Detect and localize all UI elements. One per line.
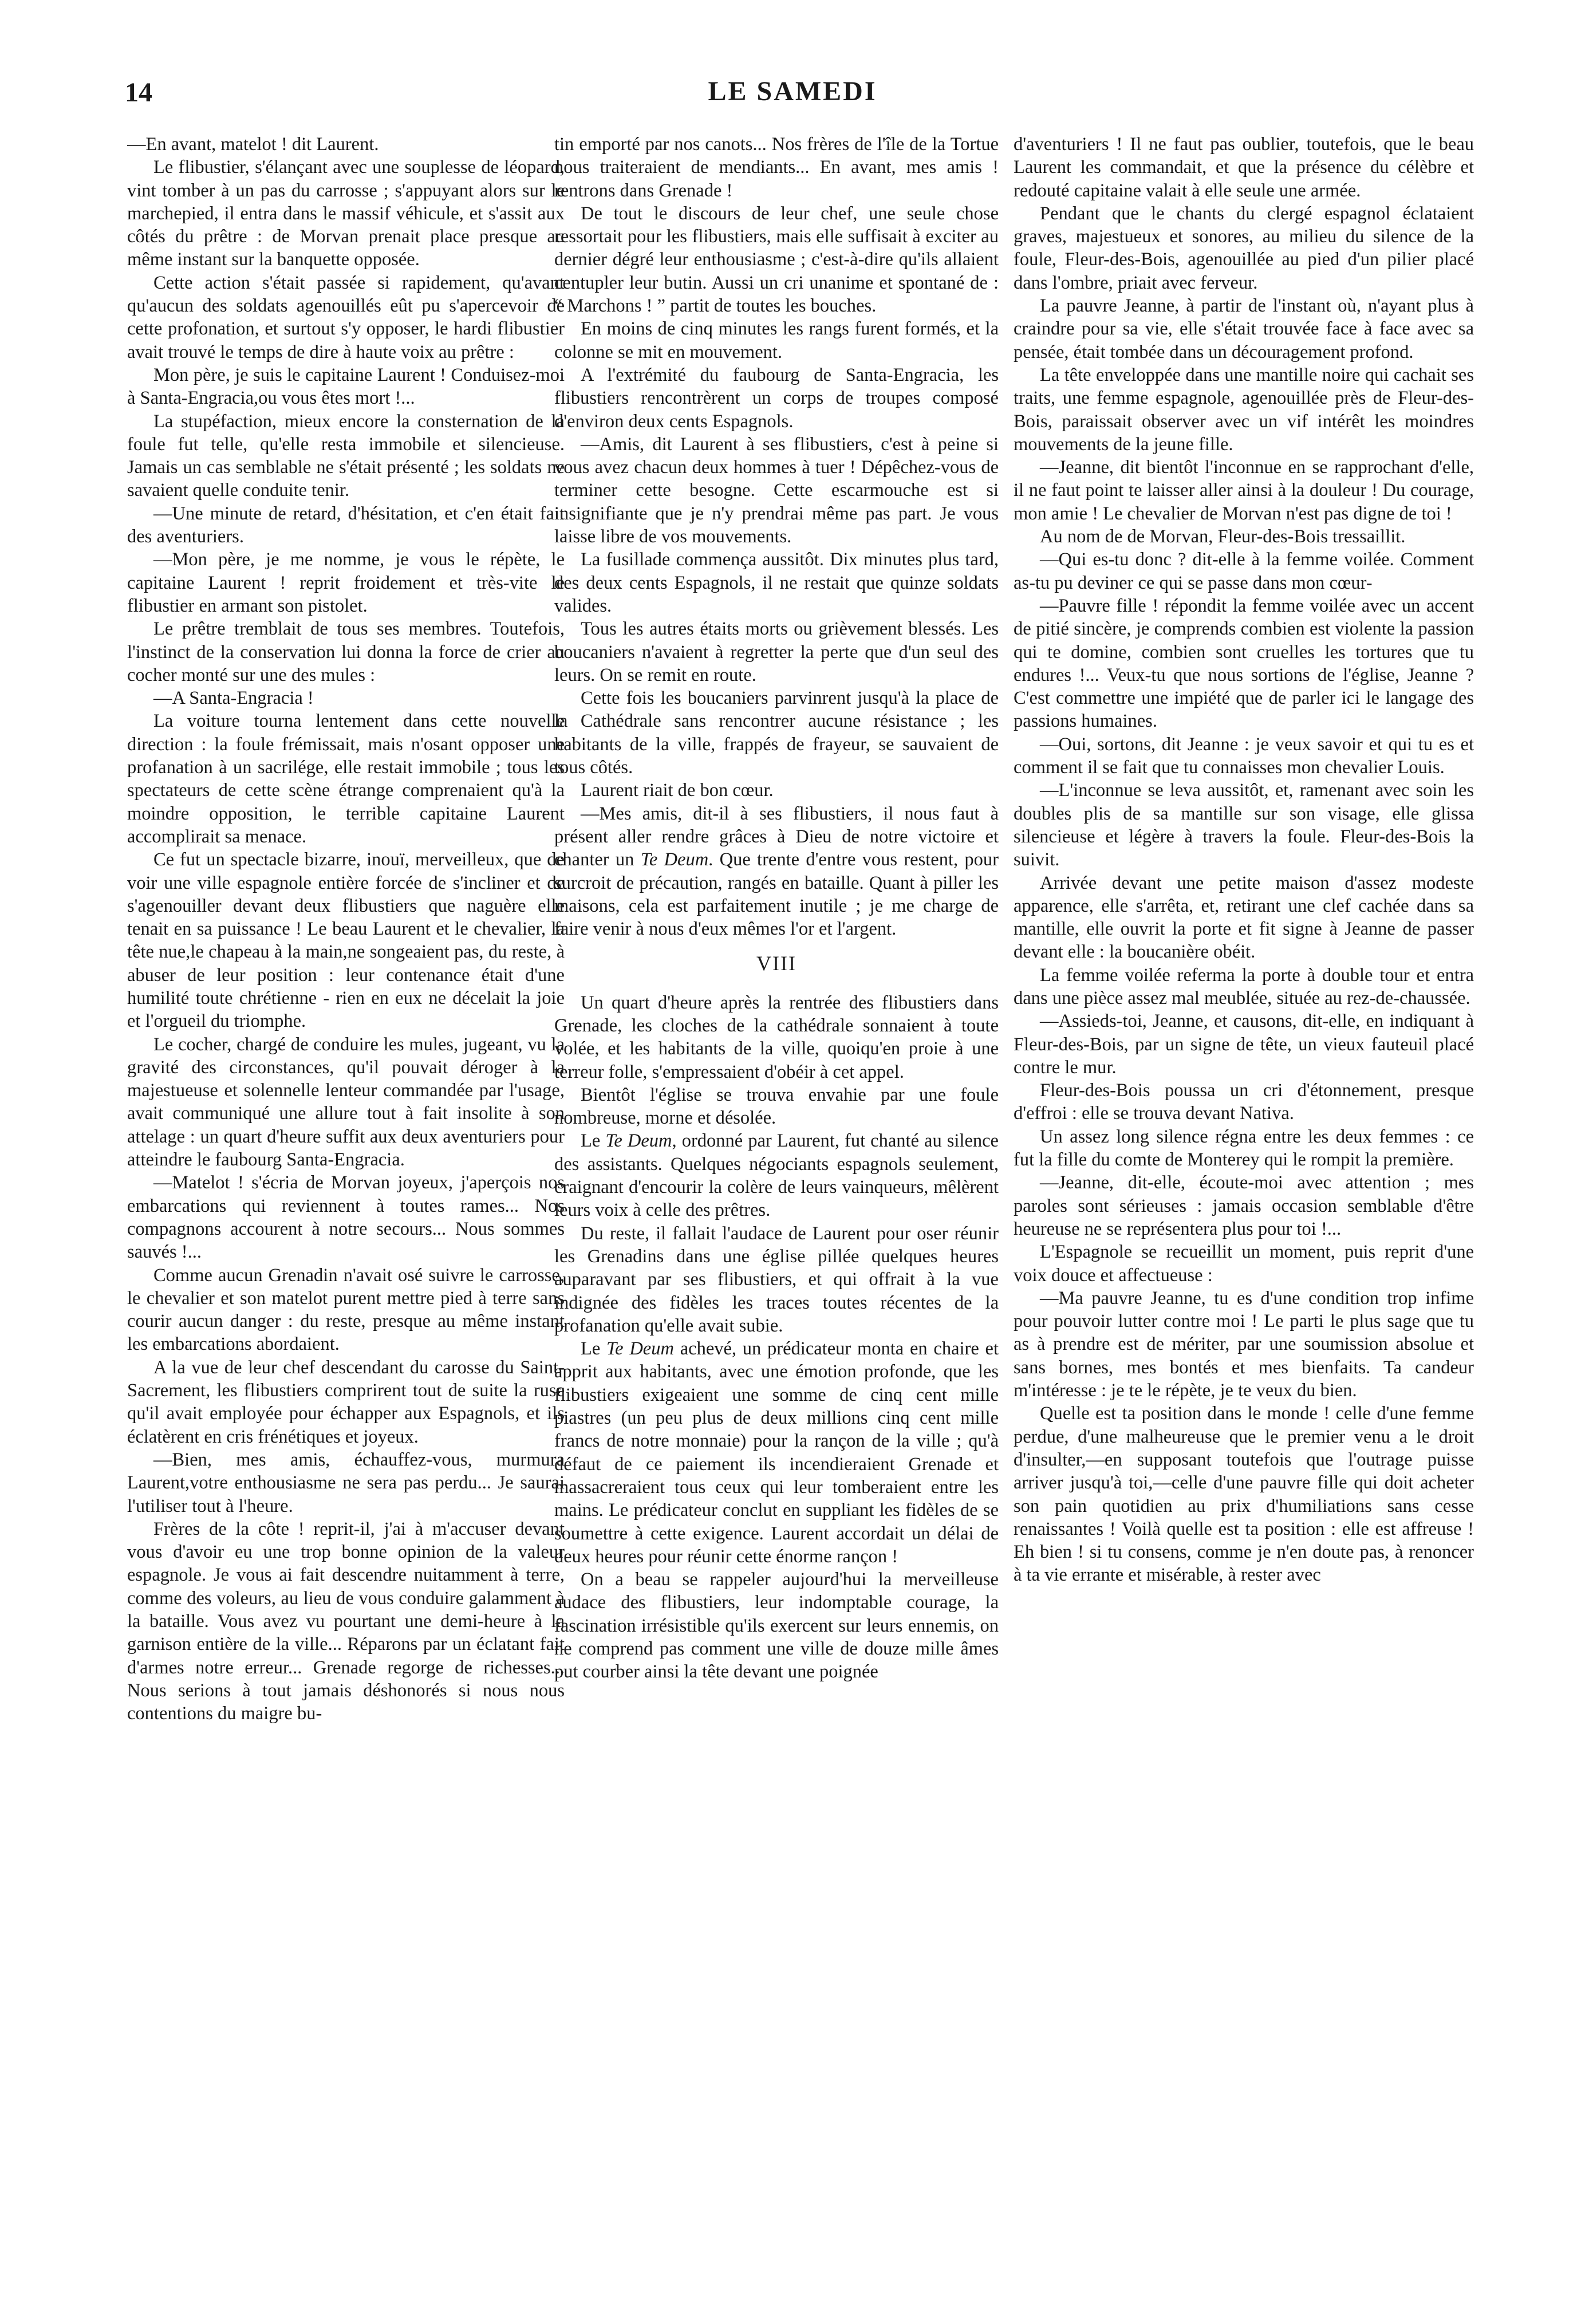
paragraph: —L'inconnue se leva aussitôt, et, ramenant avec soin les doubles plis de sa mantille sur son visage, elle glissa silencieuse et légère à travers la foule. Fleur-des-Bois la suivit.	[1014, 780, 1474, 870]
paragraph: De tout le discours de leur chef, une seule chose ressortait pour les flibustiers, mais elle suffisait à exciter au dernier dégré leur enthousiasme ; c'est-à-dire qu'ils allaient centupler leur butin. Aussi un cri unanime et spontané de : “ Marchons ! ” partit de toutes les bouches.	[554, 203, 999, 317]
paragraph: —A Santa-Engracia !	[153, 688, 314, 709]
paragraph: Le Te Deum achevé, un prédicateur monta en chaire et apprit aux habitants, avec une émotion profonde, que les flibustiers exigeaient une somme de cinq cent mille piastres (un peu plus de deux millions cinq cent mille francs de notre monnaie) pour la rançon de la ville ; qu'à défaut de ce paiement ils incendieraient Grenade et massacreraient tous ceux qui leur tomberaient entre les mains. Le prédicateur conclut en suppliant les fidèles de se soumettre à cette exigence. Laurent accordait un délai de deux heures pour réunir cette énorme rançon !	[554, 1338, 999, 1567]
paragraph: Cette fois les boucaniers parvinrent jusqu'à la place de la Cathédrale sans rencontrer aucune résistance ; les habitants de la ville, frappés de frayeur, se sauvaient de tous côtés.	[554, 688, 999, 778]
paragraph: La tête enveloppée dans une mantille noire qui cachait ses traits, une femme espagnole, agenouillée près de Fleur-des-Bois, paraissait observer avec un vif intérêt les moindres mouvements de la jeune fille.	[1014, 364, 1474, 455]
paragraph: —Oui, sortons, dit Jeanne : je veux savoir et qui tu es et comment il se fait que tu connaisses mon chevalier Louis.	[1014, 734, 1474, 778]
paragraph: Tous les autres étaits morts ou grièvement blessés. Les boucaniers n'avaient à regretter la perte que d'un seul des leurs. On se remit en route.	[554, 619, 999, 686]
paragraph: Pendant que le chants du clergé espagnol éclataient graves, majestueux et sonores, au milieu du silence de la foule, Fleur-des-Bois, agenouillée au pied d'un pilier placé dans l'ombre, priait avec ferveur.	[1014, 203, 1474, 293]
text-column-2	[554, 133, 999, 2313]
paragraph: Du reste, il fallait l'audace de Laurent pour oser réunir les Grenadins dans une église pillée quelques heures auparavant par ses flibustiers, et qui offrait à la vue indignée des fidèles les traces toutes récentes de la profanation qu'elle avait subie.	[554, 1223, 999, 1336]
paragraph: —Assieds-toi, Jeanne, et causons, dit-elle, en indiquant à Fleur-des-Bois, par un signe de tête, un vieux fauteuil placé contre le mur.	[1014, 1011, 1474, 1078]
paragraph: —Qui es-tu donc ? dit-elle à la femme voilée. Comment as-tu pu deviner ce qui se passe dans mon cœur-	[1014, 549, 1474, 593]
paragraph: Un assez long silence régna entre les deux femmes : ce fut la fille du comte de Monterey qui le rompit la première.	[1014, 1126, 1474, 1171]
paragraph: Un quart d'heure après la rentrée des flibustiers dans Grenade, les cloches de la cathédrale sonnaient à toute volée, et les habitants de la ville, quoiqu'en proie à une terreur folle, s'empressaient d'obéir à cet appel.	[554, 992, 999, 1082]
section-heading: VIII	[756, 952, 797, 975]
paragraph: —Jeanne, dit-elle, écoute-moi avec attention ; mes paroles sont sérieuses : jamais occasion semblable d'être heureuse ne se représentera plus pour toi !...	[1014, 1172, 1474, 1239]
paragraph: Comme aucun Grenadin n'avait osé suivre le carrosse, le chevalier et son matelot purent mettre pied à terre sans courir aucun danger : du reste, presque au même instant les embarcations abordaient.	[127, 1265, 565, 1355]
paragraph: —Matelot ! s'écria de Morvan joyeux, j'aperçois nos embarcations qui reviennent à toutes rames... Nos compagnons accourent à notre secours... Nous sommes sauvés !...	[127, 1172, 565, 1263]
paragraph: Bientôt l'église se trouva envahie par une foule nombreuse, morne et désolée.	[554, 1084, 999, 1129]
paragraph: La voiture tourna lentement dans cette nouvelle direction : la foule frémissait, mais n'osant opposer une profanation à un sacrilége, elle restait immobile ; tous les spectateurs de cette scène étrange comprenaient qu'à la moindre opposition, le terrible capitaine Laurent accomplirait sa menace.	[127, 711, 565, 847]
paragraph: —Amis, dit Laurent à ses flibustiers, c'est à peine si vous avez chacun deux hommes à tuer ! Dépêchez-vous de terminer cette besogne. Cette escarmouche est si insignifiante que je n'y prendrai même pas part. Je vous laisse libre de vos mouvements.	[554, 434, 999, 547]
paragraph: L'Espagnole se recueillit un moment, puis reprit d'une voix douce et affectueuse :	[1014, 1242, 1474, 1286]
paragraph: Frères de la côte ! reprit-il, j'ai à m'accuser devant vous d'avoir eu une trop bonne opinion de la valeur espagnole. Je vous ai fait descendre nuitamment à terre, comme des voleurs, au lieu de vous conduire galamment à la bataille. Vous avez vu pourtant une demi-heure à la garnison entière de la ville... Réparons par un éclatant fait d'armes notre erreur... Grenade regorge de richesses... Nous serions à tout jamais déshonorés si nous nous contentions du maigre bu-	[127, 1518, 565, 1724]
paragraph: Arrivée devant une petite maison d'assez modeste apparence, elle s'arrêta, et, retirant une clef cachée dans sa mantille, elle ouvrit la porte et fit signe à Jeanne de passer devant elle : la boucanière obéit.	[1014, 872, 1474, 963]
paragraph: Au nom de de Morvan, Fleur-des-Bois tressaillit.	[1040, 526, 1406, 547]
paragraph: —Ma pauvre Jeanne, tu es d'une condition trop infime pour pouvoir lutter contre moi ! Le parti le plus sage que tu as à prendre est de mériter, par une soumission absolue et sans bornes, mes bontés et mes bienfaits. Ta candeur m'intéresse : je te le répète, je te veux du bien.	[1014, 1287, 1474, 1401]
paragraph: A l'extrémité du faubourg de Santa-Engracia, les flibustiers rencontrèrent un corps de troupes composé d'environ deux cents Espagnols.	[554, 364, 999, 432]
paragraph: Ce fut un spectacle bizarre, inouï, merveilleux, que de voir une ville espagnole entière forcée de s'incliner et de s'agenouiller devant deux flibustiers que naguère elle tenait en sa puissance ! Le beau Laurent et le chevalier, la tête nue,le chapeau à la main,ne songeaient pas, du reste, à abuser de leur position : leur contenance était d'une humilité toute chrétienne - rien en eux ne décelait la joie et l'orgueil du triomphe.	[127, 849, 565, 1032]
paragraph: On a beau se rappeler aujourd'hui la merveilleuse audace des flibustiers, leur indomptable courage, la fascination irrésistible qu'ils exercent sur leurs ennemis, on ne comprend pas comment une ville de douze mille âmes put courber ainsi la tête devant une poignée	[554, 1569, 999, 1683]
paragraph: La fusillade commença aussitôt. Dix minutes plus tard, des deux cents Espagnols, il ne restait que quinze soldats valides.	[554, 549, 999, 616]
paragraph: Le prêtre tremblait de tous ses membres. Toutefois, l'instinct de la conservation lui donna la force de crier au cocher monté sur une des mules :	[127, 619, 565, 686]
paragraph: —Jeanne, dit bientôt l'inconnue en se rapprochant d'elle, il ne faut point te laisser aller ainsi à la douleur ! Du courage, mon amie ! Le chevalier de Morvan n'est pas digne de toi !	[1014, 457, 1474, 524]
paragraph: Quelle est ta position dans le monde ! celle d'une femme perdue, d'une malheureuse que le premier venu a le droit d'insulter,—en supposant toutefois que l'outrage puisse arriver jusqu'à toi,—celle d'une pauvre fille qui doit acheter son pain quotidien au prix d'humiliations sans cesse renaissantes ! Voilà quelle est ta position : elle est affreuse ! Eh bien ! si tu consens, comme je n'en doute pas, à renoncer à ta vie errante et misérable, à rester avec	[1014, 1403, 1474, 1586]
paragraph: Le cocher, chargé de conduire les mules, jugeant, vu la gravité des circonstances, qu'il pouvait déroger à la majestueuse et solennelle lenteur commandée par l'usage, avait communiqué une allure tout à fait insolite à son attelage : un quart d'heure suffit aux deux aventuriers pour atteindre le faubourg Santa-Engracia.	[127, 1034, 565, 1171]
paragraph: tin emporté par nos canots... Nos frères de l'île de la Tortue nous traiteraient de mendiants... En avant, mes amis ! rentrons dans Grenade !	[554, 134, 999, 201]
paragraph: Fleur-des-Bois poussa un cri d'étonnement, presque d'effroi : elle se trouva devant Nativa.	[1014, 1080, 1474, 1124]
paragraph: Le Te Deum, ordonné par Laurent, fut chanté au silence des assistants. Quelques négociants espagnols seulement, craignant d'encourir la colère de leurs vainqueurs, mêlèrent leurs voix à celle des prêtres.	[554, 1131, 999, 1221]
paragraph: Mon père, je suis le capitaine Laurent ! Conduisez-moi à Santa-Engracia,ou vous êtes mort !...	[127, 364, 565, 409]
paragraph: —Mon père, je me nomme, je vous le répète, le capitaine Laurent ! reprit froidement et très-vite le flibustier en armant son pistolet.	[127, 549, 565, 616]
text-column-3	[1014, 133, 1474, 2313]
paragraph: Cette action s'était passée si rapidement, qu'avant qu'aucun des soldats agenouillés eût pu s'apercevoir de cette profonation, et surtout s'y opposer, le hardi flibustier avait trouvé le temps de dire à haute voix au prêtre :	[127, 272, 565, 363]
paragraph: A la vue de leur chef descendant du carosse du Saint-Sacrement, les flibustiers comprirent tout de suite la ruse qu'il avait employée pour échapper aux Espagnols, et ils éclatèrent en cris frénétiques et joyeux.	[127, 1357, 565, 1447]
paragraph: —Pauvre fille ! répondit la femme voilée avec un accent de pitié sincère, je comprends combien est violente la passion qui te domine, combien sont cruelles les tortures que tu endures !... Veux-tu que nous sortions de l'église, Jeanne ? C'est commettre une impiété que de parler ici le langage des passions humaines.	[1014, 595, 1474, 732]
paragraph: —En avant, matelot ! dit Laurent.	[127, 134, 379, 155]
paragraph: La pauvre Jeanne, à partir de l'instant où, n'ayant plus à craindre pour sa vie, elle s'était trouvée face à face avec sa pensée, était tombée dans un découragement profond.	[1014, 296, 1474, 363]
paragraph: —Mes amis, dit-il à ses flibustiers, il nous faut à présent aller rendre grâces à Dieu de notre victoire et chanter un Te Deum. Que trente d'entre vous restent, pour surcroit de précaution, rangés en bataille. Quant à piller les maisons, cela est parfaitement inutile ; je me charge de faire venir à nous d'eux mêmes l'or et l'argent.	[554, 803, 999, 940]
paragraph: En moins de cinq minutes les rangs furent formés, et la colonne se mit en mouvement.	[554, 318, 999, 363]
paragraph: —Une minute de retard, d'hésitation, et c'en était fait des aventuriers.	[127, 503, 565, 547]
text-column-1	[127, 133, 565, 2313]
paragraph: La femme voilée referma la porte à double tour et entra dans une pièce assez mal meublée, située au rez-de-chaussée.	[1014, 964, 1474, 1009]
page-number: 14	[125, 77, 152, 108]
running-title: LE SAMEDI	[708, 76, 877, 107]
paragraph: —Bien, mes amis, échauffez-vous, murmura Laurent,votre enthousiasme ne sera pas perdu... Je saurai l'utiliser tout à l'heure.	[127, 1449, 565, 1516]
paragraph: Laurent riait de bon cœur.	[581, 780, 774, 801]
paragraph: La stupéfaction, mieux encore la consternation de la foule fut telle, qu'elle resta immobile et silencieuse. Jamais un cas semblable ne s'était présenté ; les soldats ne savaient quelle conduite tenir.	[127, 411, 565, 501]
paragraph: Le flibustier, s'élançant avec une souplesse de léopard, vint tomber à un pas du carrosse ; s'appuyant alors sur le marchepied, il entra dans le massif véhicule, et s'assit aux côtés du prêtre : de Morvan prenait place presque au même instant sur la banquette opposée.	[127, 157, 565, 270]
paragraph: d'aventuriers ! Il ne faut pas oublier, toutefois, que le beau Laurent les commandait, et que la présence du célèbre et redouté capitaine valait à elle seule une armée.	[1014, 134, 1474, 201]
